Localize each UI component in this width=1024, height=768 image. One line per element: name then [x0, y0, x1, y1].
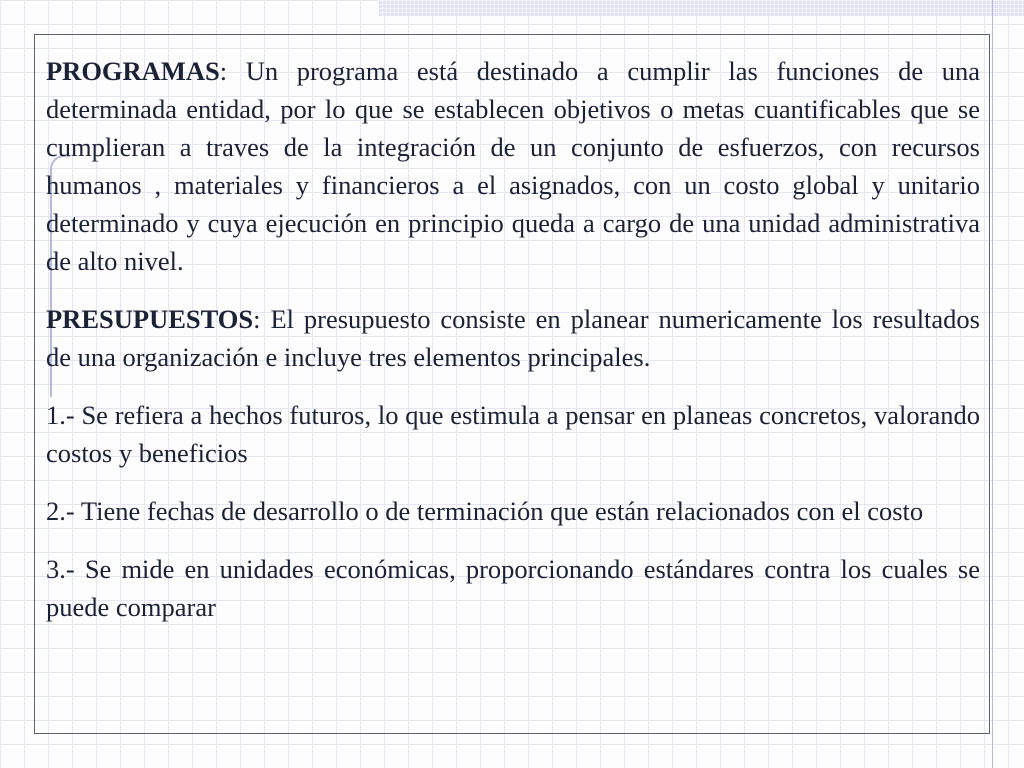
list-item: 3.- Se mide en unidades económicas, proporcionando estándares contra los cuales se puede comparar — [46, 554, 980, 622]
list-item: 1.- Se refiera a hechos futuros, lo que estimula a pensar en planeas concretos, valorando costos y beneficios — [46, 400, 980, 468]
decorative-header-band — [378, 0, 1024, 16]
presupuestos-paragraph — [46, 300, 980, 376]
programas-term: PROGRAMAS — [46, 56, 220, 86]
list-item: 2.- Tiene fechas de desarrollo o de terminación que están relacionados con el costo — [46, 496, 924, 526]
programas-paragraph — [46, 52, 980, 280]
presupuestos-text: : El presupuesto consiste en planear numericamente los resultados de una organización e incluye tres elementos principales. — [46, 304, 980, 372]
decorative-vertical-line — [992, 0, 993, 768]
programas-text: : Un programa está destinado a cumplir las funciones de una determinada entidad, por lo que se establecen objetivos o metas cuantificables que se cumplieran a traves de la integración de un conjunto de esfuerzos, con recursos humanos , materiales y financieros a el asignados, con un costo global y unitario determinado y cuya ejecución en principio queda a cargo de una unidad administrativa de alto nivel. — [46, 56, 980, 276]
presupuestos-term: PRESUPUESTOS — [46, 304, 254, 334]
slide-content — [46, 52, 980, 646]
